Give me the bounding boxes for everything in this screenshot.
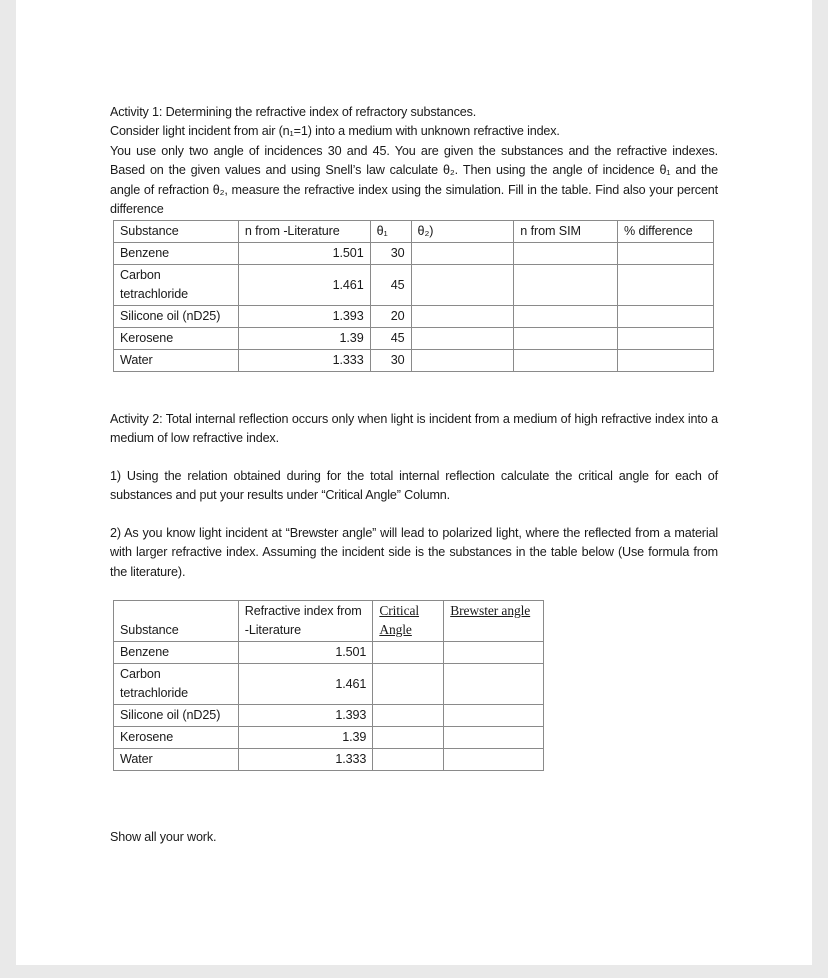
table-row xyxy=(114,749,544,771)
header-percent-difference: % difference xyxy=(618,221,714,243)
table-row xyxy=(114,328,714,350)
table-header-row xyxy=(114,221,714,243)
substance-cell: Silicone oil (nD25) xyxy=(114,705,239,727)
table-row xyxy=(114,265,714,306)
substance-cell: Silicone oil (nD25) xyxy=(114,306,239,328)
n-cell: 1.333 xyxy=(238,350,370,372)
header-brewster-angle: Brewster angle xyxy=(450,603,531,618)
percent-cell xyxy=(618,306,714,328)
activity2-intro: Activity 2: Total internal reflection occurs only when light is incident from a medium of high refractive index into a medium of low refractive index. xyxy=(110,412,718,446)
activity1-text xyxy=(110,103,718,219)
header-theta2: θ₂) xyxy=(411,221,514,243)
substance-cell: Water xyxy=(114,749,239,771)
n-sim-cell xyxy=(514,350,618,372)
n-cell: 1.501 xyxy=(238,642,373,664)
substance-cell: Carbon tetrachloride xyxy=(114,664,239,705)
n-cell: 1.501 xyxy=(238,243,370,265)
n-sim-cell xyxy=(514,243,618,265)
substance-cell: Carbon tetrachloride xyxy=(114,265,239,306)
table-row xyxy=(114,727,544,749)
header-critical-angle: Critical Angle xyxy=(379,603,420,637)
substance-cell: Water xyxy=(114,350,239,372)
substance-cell: Kerosene xyxy=(114,328,239,350)
activity1-table xyxy=(113,220,714,372)
n-cell: 1.393 xyxy=(238,306,370,328)
critical-angle-cell xyxy=(373,642,444,664)
header-n-sim: n from SIM xyxy=(514,221,618,243)
theta2-cell xyxy=(411,350,514,372)
brewster-angle-cell xyxy=(444,727,544,749)
substance-cell: Kerosene xyxy=(114,727,239,749)
activity2-table xyxy=(113,600,544,771)
theta1-cell: 45 xyxy=(370,265,411,306)
n-cell: 1.461 xyxy=(238,664,373,705)
table-header-row xyxy=(114,601,544,642)
theta2-cell xyxy=(411,328,514,350)
percent-cell xyxy=(618,243,714,265)
header-theta1: θ₁ xyxy=(370,221,411,243)
n-cell: 1.333 xyxy=(238,749,373,771)
brewster-angle-cell xyxy=(444,642,544,664)
critical-angle-cell xyxy=(373,664,444,705)
activity1-line2: Consider light incident from air (n₁=1) into a medium with unknown refractive index. xyxy=(110,124,560,139)
theta2-cell xyxy=(411,306,514,328)
footer-instruction: Show all your work. xyxy=(110,830,217,844)
table-row xyxy=(114,306,714,328)
activity2-question2: 2) As you know light incident at “Brewster angle” will lead to polarized light, where the reflected from a material with larger refractive index. Assuming the incident side is the substances in the table below (Use formula from the literature). xyxy=(110,526,718,579)
n-cell: 1.39 xyxy=(238,328,370,350)
theta2-cell xyxy=(411,265,514,306)
activity1-body: You use only two angle of incidences 30 and 45. You are given the substances and the refractive indexes. Based on the given values and using Snell’s law calculate θ₂. Then using the angle of incidence θ₁ and the angle of refraction θ₂, measure the refractive index using the simulation. Fill in the table. Find also your percent difference xyxy=(110,143,718,217)
table-row xyxy=(114,705,544,727)
table-row xyxy=(114,642,544,664)
n-cell: 1.461 xyxy=(238,265,370,306)
table-row xyxy=(114,243,714,265)
brewster-angle-cell xyxy=(444,705,544,727)
header-refractive-index: Refractive index from -Literature xyxy=(238,601,373,642)
substance-cell: Benzene xyxy=(114,243,239,265)
header-substance: Substance xyxy=(114,221,239,243)
n-sim-cell xyxy=(514,328,618,350)
theta2-cell xyxy=(411,243,514,265)
substance-cell: Benzene xyxy=(114,642,239,664)
percent-cell xyxy=(618,328,714,350)
n-sim-cell xyxy=(514,265,618,306)
table-row xyxy=(114,350,714,372)
brewster-angle-cell xyxy=(444,664,544,705)
brewster-angle-cell xyxy=(444,749,544,771)
critical-angle-cell xyxy=(373,727,444,749)
n-cell: 1.39 xyxy=(238,727,373,749)
table-row xyxy=(114,664,544,705)
critical-angle-cell xyxy=(373,705,444,727)
n-sim-cell xyxy=(514,306,618,328)
activity1-title: Activity 1: Determining the refractive index of refractory substances. xyxy=(110,105,477,119)
theta1-cell: 30 xyxy=(370,350,411,372)
n-cell: 1.393 xyxy=(238,705,373,727)
percent-cell xyxy=(618,265,714,306)
theta1-cell: 45 xyxy=(370,328,411,350)
header-n-literature: n from -Literature xyxy=(238,221,370,243)
header-substance: Substance xyxy=(114,601,239,642)
theta1-cell: 20 xyxy=(370,306,411,328)
critical-angle-cell xyxy=(373,749,444,771)
theta1-cell: 30 xyxy=(370,243,411,265)
percent-cell xyxy=(618,350,714,372)
activity2-question1: 1) Using the relation obtained during for the total internal reflection calculate the critical angle for each of substances and put your results under “Critical Angle” Column. xyxy=(110,469,718,503)
